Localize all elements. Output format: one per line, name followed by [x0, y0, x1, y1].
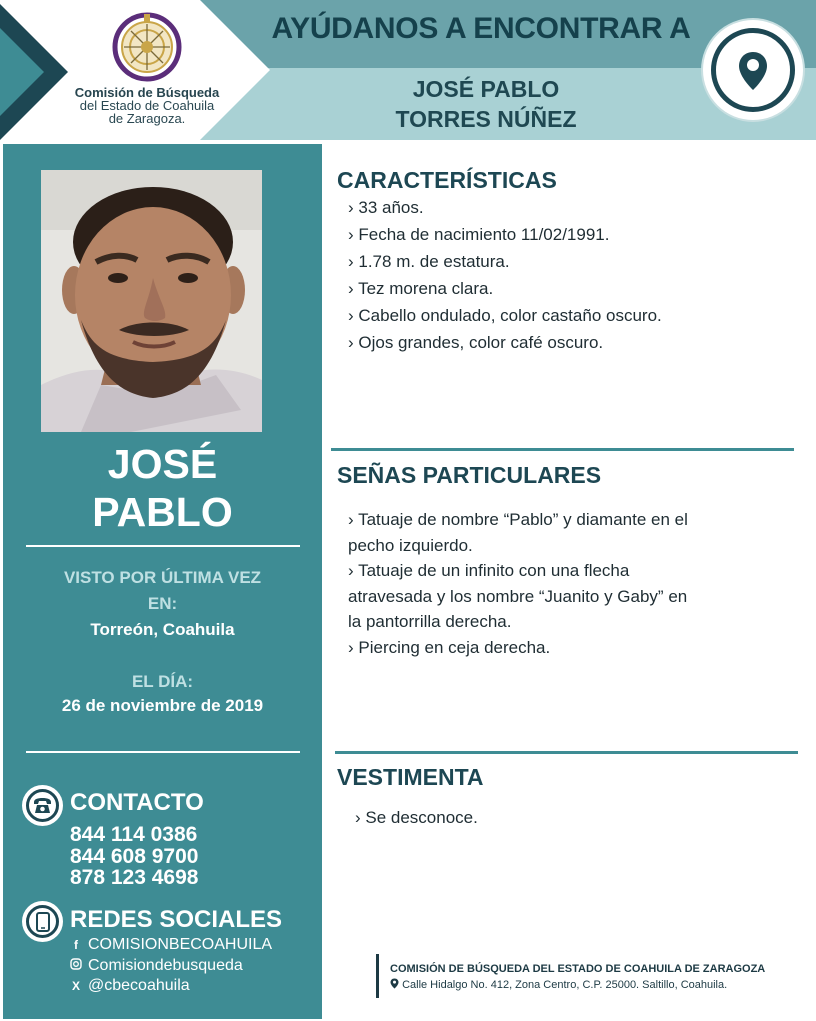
- footer-address: Calle Hidalgo No. 412, Zona Centro, C.P. 25000. Saltillo, Coahuila.: [402, 979, 728, 991]
- footer-address-row: [390, 978, 727, 991]
- characteristic-item: › 1.78 m. de estatura.: [348, 252, 510, 271]
- characteristic-item: › Ojos grandes, color café oscuro.: [348, 333, 604, 352]
- last-seen-date: 26 de noviembre de 2019: [61, 696, 264, 715]
- full-name-line1: JOSÉ PABLO: [412, 76, 560, 102]
- clothing-item: › Se desconoce.: [355, 808, 478, 827]
- missing-person-photo: [41, 170, 262, 432]
- org-caption-line1: Comisión de Búsqueda: [74, 85, 220, 100]
- social-x[interactable]: [68, 976, 190, 996]
- facebook-icon: f: [74, 938, 78, 952]
- mobile-phone-icon: [36, 912, 50, 932]
- panel-divider: [26, 545, 300, 547]
- social-facebook[interactable]: [68, 935, 272, 955]
- social-instagram[interactable]: [68, 956, 243, 976]
- last-seen-label-en: EN:: [147, 594, 178, 613]
- characteristic-item: › Tez morena clara.: [348, 279, 494, 298]
- x-handle: @cbecoahuila: [88, 977, 190, 994]
- contact-phone-1[interactable]: 844 114 0386: [70, 823, 198, 846]
- social-badge: [22, 901, 63, 942]
- marks-line: pecho izquierdo.: [348, 536, 473, 555]
- first-name: [3, 440, 322, 536]
- org-caption-line3: de Zaragoza.: [108, 111, 186, 126]
- org-caption-line2: del Estado de Coahuila: [79, 98, 215, 113]
- panel-divider: [26, 751, 300, 753]
- marks-line: › Tatuaje de un infinito con una flecha: [348, 561, 630, 580]
- location-pin-icon: [736, 50, 770, 92]
- marks-line: › Piercing en ceja derecha.: [348, 638, 551, 657]
- contact-phone-2[interactable]: 844 608 9700: [70, 845, 199, 868]
- social-title: REDES SOCIALES: [70, 906, 283, 933]
- marks-line: atravesada y los nombre “Juanito y Gaby” en: [348, 587, 688, 606]
- last-seen-place: Torreón, Coahuila: [90, 620, 235, 639]
- footer-org: COMISIÓN DE BÚSQUEDA DEL ESTADO DE COAHUILA DE ZARAGOZA: [390, 963, 766, 975]
- characteristic-item: › 33 años.: [348, 198, 424, 217]
- full-name-line2: TORRES NÚÑEZ: [395, 106, 577, 132]
- phone-icon: [33, 797, 52, 814]
- characteristic-item: › Fecha de nacimiento 11/02/1991.: [348, 225, 610, 244]
- footer-accent-bar: [376, 954, 379, 998]
- org-caption: [64, 86, 230, 125]
- x-icon: X: [71, 979, 80, 993]
- missing-person-full-name: [350, 74, 622, 134]
- marks-line: la pantorrilla derecha.: [348, 612, 512, 631]
- characteristics-title: CARACTERÍSTICAS: [337, 167, 557, 193]
- phone-badge: [22, 785, 63, 826]
- org-emblem-icon: [112, 12, 182, 82]
- first-name-line1: JOSÉ: [107, 441, 218, 487]
- facebook-handle: COMISIONBECOAHUILA: [88, 936, 273, 953]
- last-seen-label: VISTO POR ÚLTIMA VEZ: [63, 568, 262, 587]
- marks-line: › Tatuaje de nombre “Pablo” y diamante en el: [348, 510, 688, 529]
- map-pin-icon: [390, 978, 399, 989]
- location-badge: [703, 20, 803, 120]
- contact-title: CONTACTO: [70, 789, 204, 816]
- characteristic-item: › Cabello ondulado, color castaño oscuro.: [348, 306, 662, 325]
- last-seen-day-label: EL DÍA:: [131, 672, 194, 691]
- marks-title: SEÑAS PARTICULARES: [337, 462, 602, 488]
- section-divider: [331, 448, 794, 451]
- instagram-icon: [68, 956, 84, 976]
- section-divider: [335, 751, 798, 754]
- page-title: AYÚDANOS A ENCONTRAR A: [271, 12, 691, 45]
- first-name-line2: PABLO: [92, 489, 233, 535]
- clothing-title: VESTIMENTA: [337, 764, 484, 790]
- instagram-handle: Comisiondebusqueda: [88, 957, 243, 974]
- contact-phone-3[interactable]: 878 123 4698: [70, 866, 199, 889]
